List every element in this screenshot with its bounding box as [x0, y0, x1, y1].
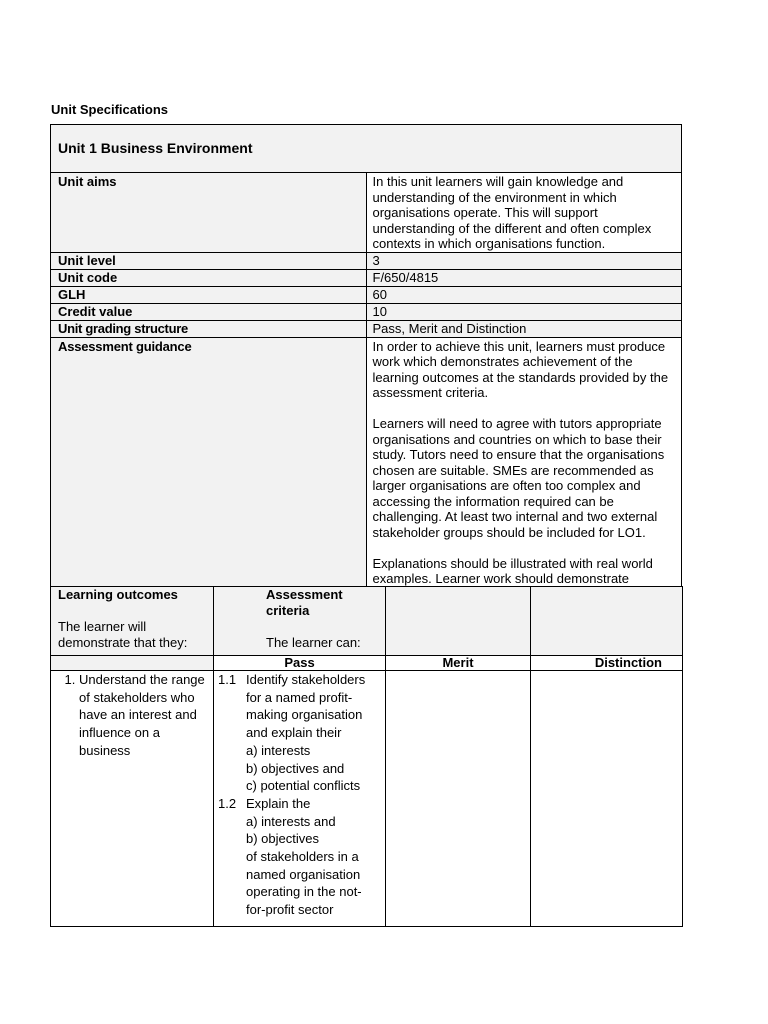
unit-level-value: 3 — [366, 252, 682, 269]
criterion-line: a) interests and — [246, 813, 336, 829]
assessment-guidance-label: Assessment guidance — [51, 337, 367, 634]
criterion-line: c) potential conflicts — [246, 778, 361, 794]
criterion-number: 1.1 — [218, 672, 237, 687]
guidance-paragraph: In order to achieve this unit, learners must produce work which demonstrates achievement of the learning outcomes at the standards provided by the assessment criteria. — [372, 338, 669, 400]
merit-header-blank — [386, 587, 531, 656]
assessment-criteria-subheading: The learner can: — [266, 635, 361, 650]
criterion-line: for-profit sector — [246, 902, 334, 918]
unit-aims-row — [51, 173, 682, 253]
learning-outcome-1: 1. Understand the range of stakeholders who have an interest and influence on a business — [79, 671, 207, 760]
criteria-list — [215, 671, 384, 919]
unit-title-row — [51, 125, 682, 173]
merit-criteria-cell — [386, 671, 531, 927]
glh-value: 60 — [366, 286, 682, 303]
glh-row — [51, 286, 682, 303]
unit-code-value: F/650/4815 — [366, 269, 682, 286]
criterion-1-2 — [218, 795, 380, 919]
unit-title: Unit 1 Business Environment — [51, 125, 682, 173]
criterion-line: Identify stakeholders — [246, 672, 366, 687]
outcomes-header-row — [51, 587, 683, 656]
unit-aims-label: Unit aims — [51, 173, 367, 253]
guidance-paragraph: Learners will need to agree with tutors appropriate organisations and countries on which to base their study. Tutors need to ensure that the organisations chosen are suitable. SMEs are recommended as larger organisations are often too complex and accessing the information required can be challenging. At least two internal and two external stakeholder groups should be included for LO1. — [372, 416, 665, 540]
credit-value-value: 10 — [366, 303, 682, 320]
grade-header-row — [51, 656, 683, 671]
criterion-line: b) objectives — [246, 831, 319, 847]
learning-outcome-cell — [51, 671, 214, 927]
pass-header: Pass — [214, 656, 386, 671]
unit-code-row — [51, 269, 682, 286]
criterion-line: Explain the — [246, 795, 311, 811]
criterion-line: b) objectives and — [246, 760, 345, 776]
credit-value-row — [51, 303, 682, 320]
unit-code-label: Unit code — [51, 269, 367, 286]
unit-level-label: Unit level — [51, 252, 367, 269]
learning-outcomes-subheading: The learner will demonstrate that they: — [58, 619, 188, 650]
grading-structure-row — [51, 320, 682, 337]
assessment-criteria-header — [214, 587, 386, 656]
distinction-header: Distinction — [531, 656, 683, 671]
unit-level-row — [51, 252, 682, 269]
credit-value-label: Credit value — [51, 303, 367, 320]
glh-label: GLH — [51, 286, 367, 303]
learning-outcomes-heading: Learning outcomes — [58, 587, 178, 602]
criterion-line: for a named profit- — [246, 689, 353, 705]
criterion-line: named organisation — [246, 866, 361, 882]
criterion-line: of stakeholders in a — [246, 849, 359, 865]
grade-header-blank — [51, 656, 214, 671]
criterion-number: 1.2 — [218, 795, 237, 811]
learning-outcomes-header — [51, 587, 214, 656]
pass-criteria-cell — [214, 671, 386, 927]
grading-structure-value: Pass, Merit and Distinction — [366, 320, 682, 337]
assessment-criteria-heading: Assessment criteria — [266, 587, 343, 618]
distinction-header-blank — [531, 587, 683, 656]
criterion-1-1 — [218, 671, 380, 795]
merit-header: Merit — [386, 656, 531, 671]
criterion-line: and explain their — [246, 725, 342, 741]
grading-structure-label: Unit grading structure — [51, 320, 367, 337]
section-title: Unit Specifications — [51, 102, 169, 117]
guidance-paragraph: Explanations should be illustrated with real world examples. Learner work should demonstrate — [372, 555, 653, 586]
learning-outcomes-table — [50, 586, 683, 927]
unit-spec-table — [50, 124, 682, 634]
criterion-line: operating in the not- — [246, 884, 362, 900]
criterion-line: making organisation — [246, 707, 363, 723]
distinction-criteria-cell — [531, 671, 683, 927]
criterion-line: a) interests — [246, 742, 311, 758]
unit-aims-value: In this unit learners will gain knowledge and understanding of the environment in which organisations operate. This will support understanding of the different and often complex contexts in which organisations function. — [366, 173, 682, 253]
outcome-row-1 — [51, 671, 683, 927]
